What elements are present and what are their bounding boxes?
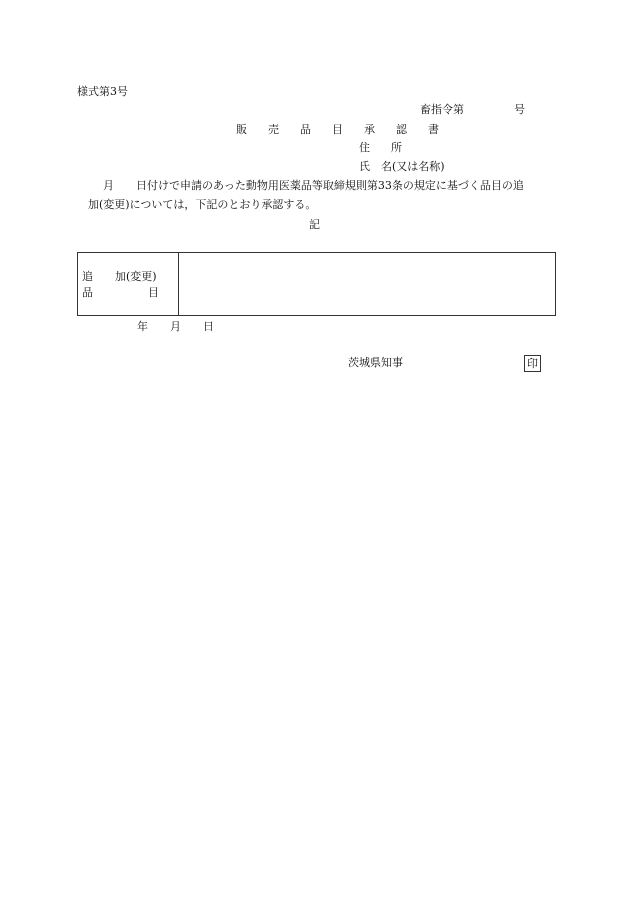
items-label-line-1: 追 加(変更) <box>82 270 157 283</box>
document-title: 販 売 品 目 承 認 書 <box>236 123 444 136</box>
name-label: 氏 名(又は名称) <box>359 160 445 173</box>
record-heading: 記 <box>309 218 320 231</box>
items-table <box>77 252 556 316</box>
body-text-line-2: 加(変更)については，下記のとおり承認する。 <box>88 198 317 211</box>
document-number-suffix: 号 <box>514 103 525 116</box>
date-line: 年 月 日 <box>137 320 214 333</box>
seal-stamp: 印 <box>524 355 541 372</box>
body-text-line-1: 月 日付けで申請のあった動物用医薬品等取締規則第33条の規定に基づく品目の追 <box>103 179 524 192</box>
document-number-prefix: 畜指令第 <box>420 103 464 116</box>
document-number <box>420 104 525 115</box>
address-label: 住 所 <box>359 141 407 154</box>
governor-title: 茨城県知事 <box>348 356 403 369</box>
form-number: 様式第3号 <box>77 85 128 98</box>
table-divider <box>178 253 179 315</box>
items-label-line-2: 品 目 <box>82 286 159 299</box>
